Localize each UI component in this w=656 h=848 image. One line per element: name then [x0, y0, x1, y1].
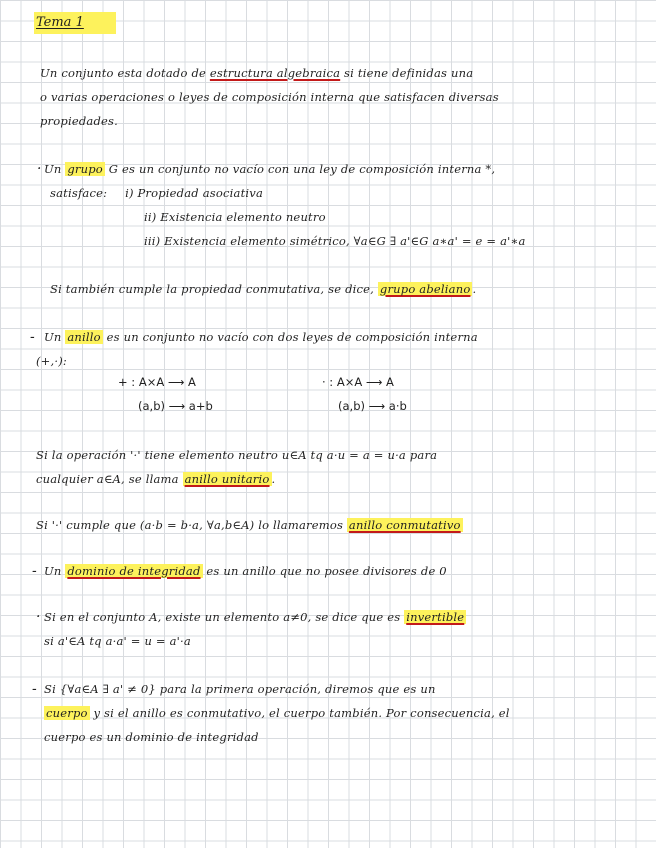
dominio-text-b: es un anillo que no posee divisores de 0 [202, 564, 447, 578]
cuerpo-text: y si el anillo es conmutativo, el cuerpo también. Por consecuencia, el [89, 706, 510, 720]
grupo-satisface [50, 182, 263, 204]
cuerpo-line-1: Si {∀a∈A ∃ a' ≠ 0} para la primera operación, diremos que es un [44, 682, 436, 696]
abeliano-term: grupo abeliano [379, 282, 471, 296]
dash-mark-2: - [32, 563, 37, 579]
unitario-line-2 [36, 468, 275, 490]
conmutativo-text: Si '·' cumple que (a·b = b·a, ∀a,b∈A) lo llamaremos [36, 518, 347, 532]
op-plus-rule: (a,b) ⟶ a+b [138, 399, 213, 413]
dominio-text-a: Un [44, 564, 66, 578]
anillo-text-a: Un [44, 330, 66, 344]
conmutativo-line [36, 514, 463, 536]
grupo-text-a: Un [44, 162, 66, 176]
invertible-term: invertible [406, 610, 465, 624]
grupo-text-b: G es un conjunto no vacío con una ley de composición interna *, [104, 162, 496, 176]
unitario-text: cualquier a∈A, se llama [36, 472, 183, 486]
dash-mark: - [30, 329, 35, 345]
abeliano-line [50, 278, 476, 300]
op-dot-rule: (a,b) ⟶ a·b [338, 399, 407, 413]
unitario-line-1: Si la operación '·' tiene elemento neutro u∈A tq a·u = a = u·a para [36, 448, 438, 462]
invertible-line-1 [44, 606, 466, 628]
dash-mark-3: - [32, 681, 37, 697]
grupo-prop-1: i) Propiedad asociativa [125, 186, 264, 200]
unitario-end: . [271, 472, 276, 486]
op-dot-domain: · : A×A ⟶ A [322, 375, 394, 389]
conmutativo-term: anillo conmutativo [348, 518, 461, 532]
anillo-term: anillo [67, 330, 101, 344]
dominio-term: dominio de integridad [67, 564, 201, 578]
grupo-prop-3: iii) Existencia elemento simétrico, ∀a∈G ∃ a'∈G a∗a' = e = a'∗a [144, 234, 526, 248]
cuerpo-line-3: cuerpo es un dominio de integridad [44, 730, 259, 744]
invertible-line-2: si a'∈A tq a·a' = u = a'·a [44, 634, 191, 648]
abeliano-end: . [472, 282, 477, 296]
cuerpo-line-2 [44, 702, 510, 724]
anillo-line-2: (+,·): [36, 354, 67, 368]
intro-highlight: estructura algebraica [209, 66, 341, 80]
grupo-prop-2: ii) Existencia elemento neutro [144, 210, 326, 224]
grupo-lead: satisface: [50, 186, 108, 200]
page-title: Tema 1 [34, 12, 116, 34]
grupo-term: grupo [67, 162, 103, 176]
intro-line-3: propiedades. [40, 114, 118, 128]
anillo-line-1 [44, 326, 478, 348]
cuerpo-term: cuerpo [46, 706, 88, 720]
intro-line-2: o varias operaciones o leyes de composición interna que satisfacen diversas [40, 90, 499, 104]
invertible-text: Si en el conjunto A, existe un elemento a≠0, se dice que es [44, 610, 405, 624]
abeliano-text: Si también cumple la propiedad conmutativa, se dice, [50, 282, 378, 296]
unitario-term: anillo unitario [184, 472, 270, 486]
intro-text-1: Un conjunto esta dotado de estructura algebraica si tiene definidas una [40, 66, 474, 80]
bullet-mark-2: · [36, 609, 41, 625]
dominio-line [44, 560, 447, 582]
op-plus-domain: + : A×A ⟶ A [118, 375, 196, 389]
intro-line-1 [40, 62, 473, 84]
bullet-mark: · [37, 161, 42, 177]
anillo-text-b: es un conjunto no vacío con dos leyes de composición interna [102, 330, 478, 344]
grupo-line-1 [44, 158, 495, 180]
